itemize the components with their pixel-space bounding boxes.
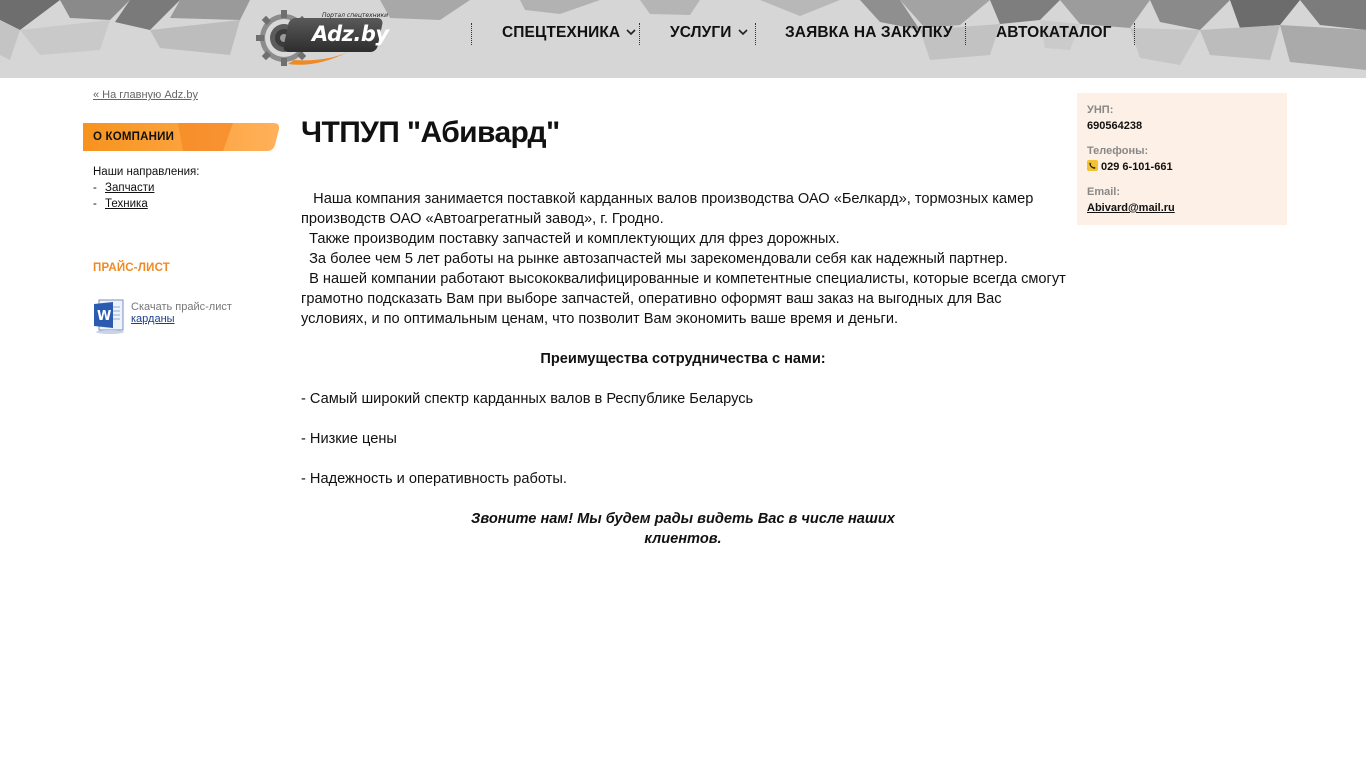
nav-item-label: ЗАЯВКА НА ЗАКУПКУ xyxy=(785,24,953,41)
page-title: ЧТПУП "Абивард" xyxy=(301,116,560,149)
svg-text:W: W xyxy=(97,309,112,324)
site-header xyxy=(0,0,1366,78)
phone-icon xyxy=(1087,160,1098,171)
nav-item-avtokatalog[interactable] xyxy=(996,24,1112,42)
email-link[interactable]: Abivard@mail.ru xyxy=(1087,202,1175,214)
email-label: Email: xyxy=(1087,186,1121,198)
unp-value: 690564238 xyxy=(1087,120,1143,132)
advantage-item: - Надежность и оперативность работы. xyxy=(301,471,567,487)
site-logo[interactable] xyxy=(256,8,389,68)
email-row xyxy=(1087,201,1277,215)
logo-tagline: Портал спецтехники xyxy=(322,12,388,19)
company-info-box xyxy=(1077,93,1287,225)
paragraph: Наша компания занимается поставкой карданных валов производства ОАО «Белкард», тормозных камер производств ОАО «Автоагрегатный завод», г. Гродно. xyxy=(301,191,1038,227)
nav-item-zayavka[interactable] xyxy=(785,24,953,42)
back-to-home-link[interactable]: « На главную Adz.by xyxy=(93,89,198,101)
nav-divider xyxy=(471,23,472,45)
word-document-icon[interactable] xyxy=(93,298,127,334)
paragraph: За более чем 5 лет работы на рынке автозапчастей мы зарекомендовали себя как надежный партнер. xyxy=(301,251,1008,267)
direction-link-machinery[interactable]: Техника xyxy=(105,198,148,210)
company-description xyxy=(301,189,1071,549)
nav-item-label: АВТОКАТАЛОГ xyxy=(996,24,1112,41)
nav-divider xyxy=(1134,23,1135,45)
paragraph: В нашей компании работают высококвалифицированные и компетентные специалисты, которые всегда смогут грамотно подсказать Вам при выборе запчастей, оперативно оформят ваш заказ на выгодных для Вас условиях, и по оптимальным ценам, что позволит Вам экономить ваше время и деньги. xyxy=(301,271,1070,327)
direction-link-parts[interactable]: Запчасти xyxy=(105,182,155,194)
logo-swoosh xyxy=(286,48,350,68)
about-company-label: О КОМПАНИИ xyxy=(93,131,175,143)
directions-block xyxy=(93,164,199,212)
nav-item-spectekhnika[interactable] xyxy=(502,24,636,42)
paragraph: Также производим поставку запчастей и комплектующих для фрез дорожных. xyxy=(301,231,840,247)
price-list-download xyxy=(93,298,283,334)
advantages-heading: Преимущества сотрудничества с нами: xyxy=(540,351,826,367)
logo-brand-text: Adz.by xyxy=(312,22,389,46)
phones-label: Телефоны: xyxy=(1087,145,1149,157)
advantage-item: - Низкие цены xyxy=(301,431,397,447)
nav-item-label: УСЛУГИ xyxy=(670,24,732,41)
phone-row xyxy=(1087,160,1277,174)
price-list-heading: ПРАЙС-ЛИСТ xyxy=(93,262,171,274)
about-company-heading[interactable] xyxy=(83,123,280,151)
list-item: - Техника xyxy=(93,198,148,210)
closing-line: клиентов. xyxy=(644,531,722,547)
nav-item-uslugi[interactable] xyxy=(670,24,748,42)
chevron-down-icon xyxy=(626,29,636,36)
advantage-item: - Самый широкий спектр карданных валов в Республике Беларусь xyxy=(301,391,754,407)
closing-line: Звоните нам! Мы будем рады видеть Вас в числе наших xyxy=(471,511,895,527)
directions-label: Наши направления: xyxy=(93,166,200,178)
price-list-caption: Скачать прайс-лист xyxy=(131,301,232,313)
nav-divider xyxy=(755,23,756,45)
unp-label: УНП: xyxy=(1087,104,1114,116)
nav-divider xyxy=(965,23,966,45)
nav-item-label: СПЕЦТЕХНИКА xyxy=(502,24,621,41)
chevron-down-icon xyxy=(738,29,748,36)
phone-value[interactable]: 029 6-101-661 xyxy=(1101,161,1173,173)
list-item: - Запчасти xyxy=(93,182,155,194)
nav-divider xyxy=(639,23,640,45)
price-list-link[interactable]: карданы xyxy=(131,313,175,325)
